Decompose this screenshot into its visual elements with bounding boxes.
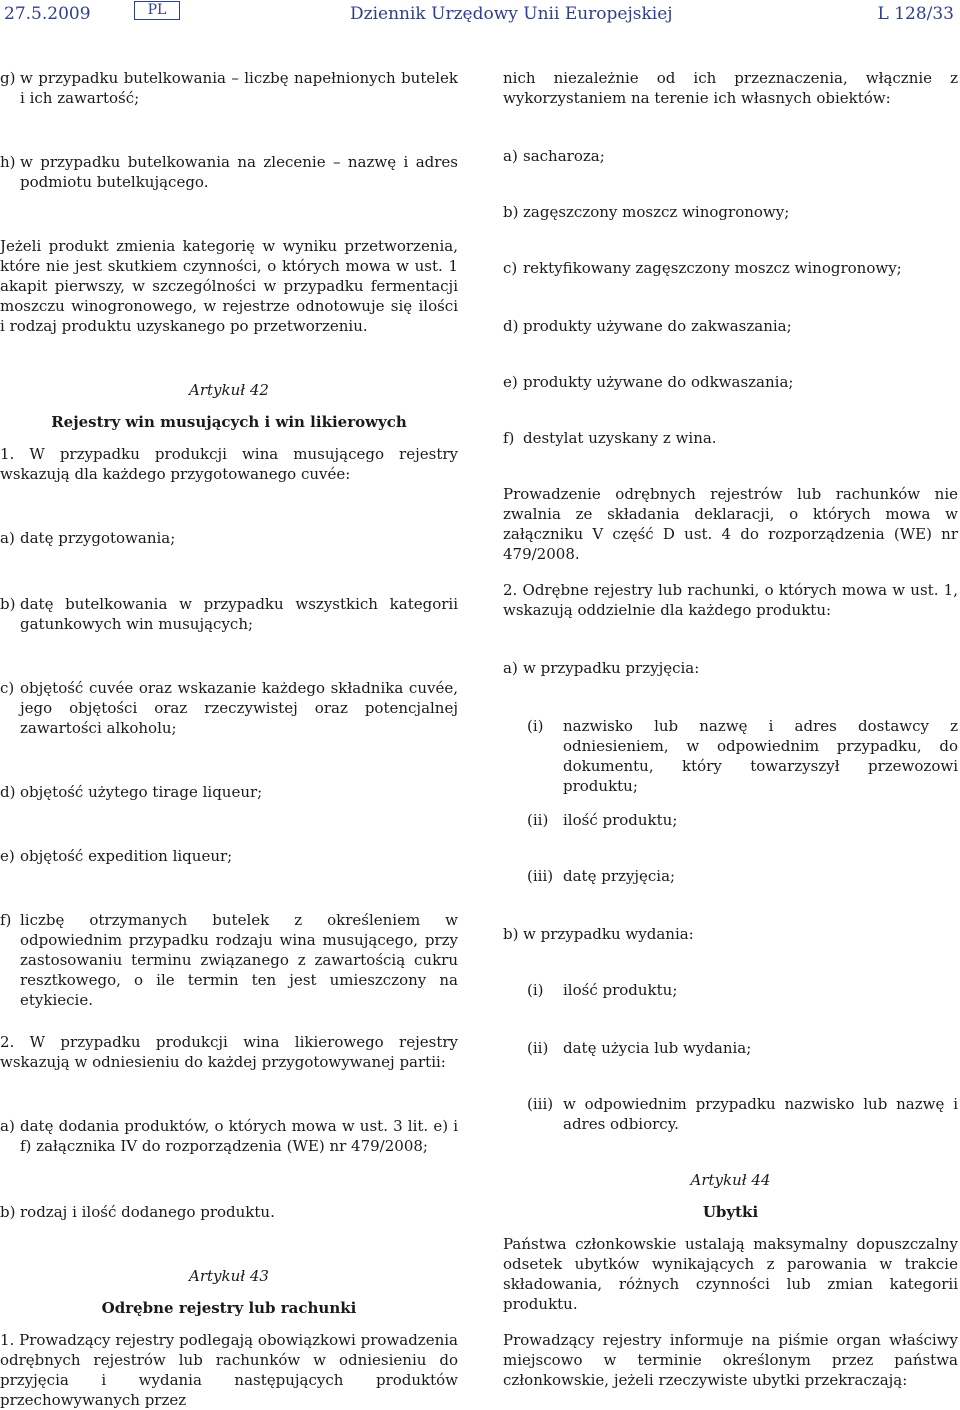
list-item-b: [0, 594, 458, 634]
article-43-paragraph-2: 2. Odrębne rejestry lub rachunki, o których mowa w ust. 1, wskazują oddzielnie dla każdego produktu:: [503, 581, 958, 619]
article-44-paragraph-2: Prowadzący rejestry informuje na piśmie organ właściwy miejscowo w terminie określonym przez państwa członkowskie, jeżeli rzeczywiste ubytki przekraczają:: [503, 1331, 958, 1389]
article-43-paragraph-1: 1. Prowadzący rejestry podlegają obowiązkowi prowadzenia odrębnych rejestrów lub rachunków w odniesieniu do przyjęcia i wydania następujących produktów przechowywanych przez: [0, 1331, 458, 1409]
list-label: d): [0, 783, 16, 801]
list-label: e): [503, 373, 518, 391]
list-text: objętość cuvée oraz wskazanie każdego składnika cuvée, jego objętości oraz rzeczywistej oraz potencjalnej zawartości alkoholu;: [20, 679, 458, 737]
list-text: objętość użytego tirage liqueur;: [20, 783, 263, 801]
list-label: a): [0, 1117, 15, 1135]
list-label: f): [0, 911, 12, 929]
sub-text: ilość produktu;: [563, 981, 678, 999]
list-text: liczbę otrzymanych butelek z określeniem w odpowiednim przypadku rodzaju wina musującego, przy zastosowaniu terminu związanego z zawartością cukru resztkowego, o ile termin ten jest umieszczony na etykiecie.: [20, 911, 458, 1009]
article-44-paragraph-1: Państwa członkowskie ustalają maksymalny dopuszczalny odsetek ubytków wynikających z parowania w trakcie składowania, różnych czynności lub zmian kategorii produktu.: [503, 1235, 958, 1313]
list-label: a): [503, 659, 518, 677]
header-language-code: PL: [134, 1, 180, 20]
list-label: c): [0, 679, 15, 697]
list-text: datę przygotowania;: [20, 529, 176, 547]
list-text: rektyfikowany zagęszczony moszcz winogronowy;: [523, 259, 902, 277]
sub-label: (iii): [527, 1095, 554, 1113]
list-text: produkty używane do zakwaszania;: [523, 317, 792, 335]
sub-item-dispatch-i: [503, 980, 958, 1000]
sub-item-receipt-i: [503, 716, 958, 796]
sub-label: (iii): [527, 867, 554, 885]
sub-label: (i): [527, 717, 544, 735]
paragraph-category-change: Jeżeli produkt zmienia kategorię w wyniku przetworzenia, które nie jest skutkiem czynności, o których mowa w ust. 1 akapit pierwszy, w szczególności w przypadku fermentacji moszczu winogronowego, w rejestrze odnotowuje się ilości i rodzaj produktu uzyskanego po przetworzeniu.: [0, 237, 458, 335]
list-text: w przypadku butelkowania na zlecenie – nazwę i adres podmiotu butelkującego.: [20, 153, 458, 191]
article-42-title: Rejestry win musujących i win likierowych: [51, 413, 407, 431]
list-label: b): [0, 1203, 16, 1221]
paragraph-continuation: nich niezależnie od ich przeznaczenia, włącznie z wykorzystaniem na terenie ich własnych obiektów:: [503, 69, 958, 107]
list-label: b): [503, 925, 519, 943]
article-43-title: Odrębne rejestry lub rachunki: [101, 1299, 357, 1317]
page-header: [0, 0, 960, 30]
sub-text: w odpowiednim przypadku nazwisko lub nazwę i adres odbiorcy.: [563, 1095, 958, 1133]
list-text: produkty używane do odkwaszania;: [523, 373, 794, 391]
list-item-receipt: [503, 658, 958, 678]
article-43-number: Artykuł 43: [189, 1267, 269, 1285]
sub-item-dispatch-iii: [503, 1094, 958, 1134]
list-text: datę butelkowania w przypadku wszystkich kategorii gatunkowych win musujących;: [20, 595, 458, 633]
list-item-f: [503, 428, 958, 448]
list-label: e): [0, 847, 15, 865]
list-item-b2: [0, 1202, 458, 1222]
sub-text: nazwisko lub nazwę i adres dostawcy z odniesieniem, w odpowiednim przypadku, do dokumentu, który towarzyszył przewozowi produktu;: [563, 717, 958, 795]
list-item-d: [503, 316, 958, 336]
list-label: h): [0, 153, 16, 171]
sub-text: datę użycia lub wydania;: [563, 1039, 752, 1057]
sub-label: (ii): [527, 1039, 549, 1057]
sub-item-receipt-ii: [503, 810, 958, 830]
list-item-e: [503, 372, 958, 392]
sub-text: ilość produktu;: [563, 811, 678, 829]
list-label: f): [503, 429, 515, 447]
article-44-title: Ubytki: [702, 1203, 759, 1221]
list-item-d: [0, 782, 458, 802]
list-item-e: [0, 846, 458, 866]
list-label: a): [0, 529, 15, 547]
article-42-paragraph-1: 1. W przypadku produkcji wina musującego rejestry wskazują dla każdego przygotowanego cuvée:: [0, 445, 458, 483]
sub-item-receipt-iii: [503, 866, 958, 886]
sub-label: (ii): [527, 811, 549, 829]
article-42-number: Artykuł 42: [189, 381, 269, 399]
list-item-b: [503, 202, 958, 222]
list-item-a2: [0, 1116, 458, 1156]
sub-label: (i): [527, 981, 544, 999]
article-44-number: Artykuł 44: [690, 1171, 771, 1189]
list-item-a: [503, 146, 958, 166]
list-label: a): [503, 147, 518, 165]
sub-text: datę przyjęcia;: [563, 867, 676, 885]
list-text: destylat uzyskany z wina.: [523, 429, 717, 447]
header-date: 27.5.2009: [4, 4, 91, 24]
list-label: b): [0, 595, 16, 613]
header-page-number: L 128/33: [877, 4, 954, 24]
list-label: c): [503, 259, 518, 277]
paragraph-declarations: Prowadzenie odrębnych rejestrów lub rachunków nie zwalnia ze składania deklaracji, o których mowa w załączniku V część D ust. 4 do rozporządzenia (WE) nr 479/2008.: [503, 485, 958, 563]
list-text: rodzaj i ilość dodanego produktu.: [20, 1203, 275, 1221]
list-item-a: [0, 528, 458, 548]
article-42-paragraph-2: 2. W przypadku produkcji wina likierowego rejestry wskazują w odniesieniu do każdej przygotowywanej partii:: [0, 1033, 458, 1071]
list-text: objętość expedition liqueur;: [20, 847, 233, 865]
list-text: w przypadku wydania:: [523, 925, 694, 943]
list-item-f: [0, 910, 458, 1010]
list-text: datę dodania produktów, o których mowa w ust. 3 lit. e) i f) załącznika IV do rozporządzenia (WE) nr 479/2008;: [20, 1117, 458, 1155]
list-label: g): [0, 69, 16, 87]
list-label: d): [503, 317, 519, 335]
list-text: w przypadku przyjęcia:: [523, 659, 700, 677]
header-journal-title: Dziennik Urzędowy Unii Europejskiej: [350, 4, 673, 24]
list-text: w przypadku butelkowania – liczbę napełnionych butelek i ich zawartość;: [20, 69, 458, 107]
list-item-h: [0, 152, 458, 192]
sub-item-dispatch-ii: [503, 1038, 958, 1058]
list-item-dispatch: [503, 924, 958, 944]
list-text: sacharoza;: [523, 147, 605, 165]
list-label: b): [503, 203, 519, 221]
list-text: zagęszczony moszcz winogronowy;: [523, 203, 790, 221]
list-item-c: [503, 258, 958, 278]
list-item-g: [0, 68, 458, 108]
list-item-c: [0, 678, 458, 738]
